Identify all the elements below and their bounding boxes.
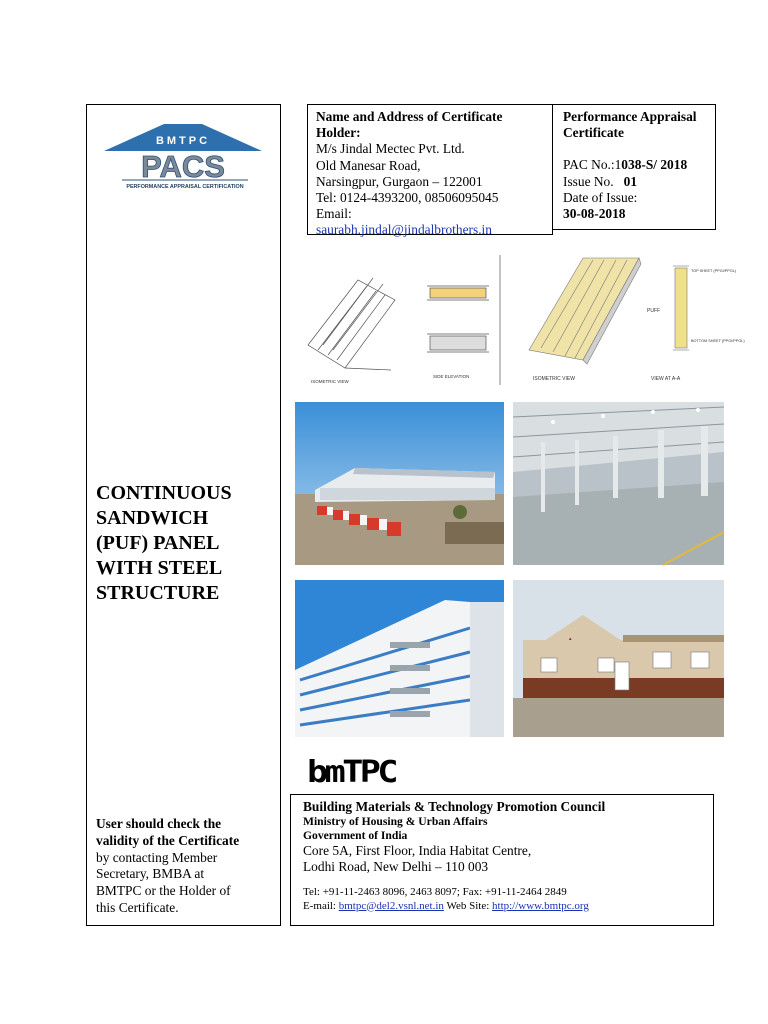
pac-issue-label: Issue No.: [563, 173, 614, 189]
pac-date-value: 30-08-2018: [563, 206, 626, 222]
validity-line-3: by contacting Member: [96, 849, 218, 865]
logo-top-text: BMTPC: [155, 135, 211, 147]
holder-heading-1: Name and Address of Certificate: [316, 109, 503, 124]
bmtpc-logo: [307, 752, 397, 788]
holder-company: M/s Jindal Mectec Pvt. Ltd.: [316, 141, 465, 157]
title-line-3: (PUF) PANEL: [96, 532, 220, 554]
drawing-left-label-2: SIDE ELEVATION: [433, 374, 470, 379]
product-title: [96, 481, 276, 606]
title-line-4: WITH STEEL: [96, 557, 223, 579]
validity-line-6: this Certificate.: [96, 899, 179, 915]
panel-drawing-right: [511, 250, 745, 390]
warehouse-exterior-photo: [295, 402, 504, 565]
pac-date-label: Date of Issue:: [563, 189, 638, 205]
validity-line-5: BMTPC or the Holder of: [96, 883, 231, 899]
council-box: [290, 794, 714, 926]
pac-number-label: PAC No.:1: [563, 157, 622, 173]
council-web-link[interactable]: http://www.bmtpc.org: [492, 899, 589, 912]
validity-note: [96, 816, 276, 917]
title-line-5: STRUCTURE: [96, 582, 220, 604]
pacs-logo-graphic: [102, 122, 264, 192]
panel-isometric-drawing: [303, 250, 503, 390]
bmtpc-logo-text: bmTPC: [307, 755, 397, 790]
council-name: Building Materials & Technology Promotion Council: [303, 799, 606, 814]
validity-line-2: validity of the Certificate: [96, 832, 240, 848]
holder-email-link[interactable]: saurabh.jindal@jindalbrothers.in: [316, 222, 492, 238]
pac-heading-2: Certificate: [563, 125, 624, 141]
logo-sub-text: PERFORMANCE APPRAISAL CERTIFICATION: [126, 184, 244, 190]
council-ministry: Ministry of Housing & Urban Affairs: [303, 814, 488, 828]
title-line-1: CONTINUOUS: [96, 482, 232, 504]
holder-road: Old Manesar Road,: [316, 157, 421, 173]
multistorey-building-photo: [295, 580, 504, 737]
certificate-holder-box: [307, 104, 553, 238]
council-govt: Government of India: [303, 828, 408, 842]
pac-heading-1: Performance Appraisal: [563, 109, 697, 124]
holder-email-label: Email:: [316, 206, 352, 222]
pac-box: [552, 104, 716, 230]
panel-drawing-left: [303, 250, 503, 390]
council-phones: Tel: +91-11-2463 8096, 2463 8097; Fax: +91-11-2464 2849: [303, 885, 567, 898]
svg-text:▲: ▲: [568, 636, 573, 641]
council-email-link[interactable]: bmtpc@del2.vsnl.net.in: [338, 899, 444, 912]
drawing-bottom-sheet: BOTTOM SHEET (PPGI/PPGL): [691, 339, 745, 343]
pac-number: [563, 157, 705, 173]
warehouse-interior-photo: [513, 402, 724, 565]
council-address-1: Core 5A, First Floor, India Habitat Centre,: [303, 842, 532, 858]
council-email-label: E-mail:: [303, 899, 339, 912]
pac-issue-value: 01: [623, 173, 638, 189]
title-line-2: SANDWICH: [96, 507, 209, 529]
pacs-logo: [102, 122, 264, 192]
council-address-2: Lodhi Road, New Delhi – 110 003: [303, 859, 489, 874]
holder-tel: Tel: 0124-4393200, 08506095045: [316, 190, 499, 206]
drawing-right-label-2: VIEW AT A-A: [651, 376, 681, 382]
drawing-top-sheet: TOP SHEET (PPGI/PPGL): [691, 269, 737, 273]
drawing-puf-label: PUFF: [647, 308, 661, 314]
pac-issue: [563, 174, 705, 190]
holder-heading-2: Holder:: [316, 125, 361, 141]
drawing-right-label-1: ISOMETRIC VIEW: [533, 376, 575, 382]
school-building-photo: [513, 580, 724, 737]
validity-line-1: User should check the: [96, 816, 222, 831]
pac-number-value: 038-S/ 2018: [621, 157, 688, 173]
council-contact: [303, 899, 701, 913]
validity-line-4: Secretary, BMBA at: [96, 866, 205, 882]
drawing-left-label-1: ISOMETRIC VIEW: [311, 379, 349, 384]
panel-section-drawing: [511, 250, 745, 390]
logo-main-text: PACS: [141, 149, 225, 184]
council-web-label: Web Site:: [443, 899, 493, 912]
holder-city: Narsingpur, Gurgaon – 122001: [316, 173, 483, 189]
